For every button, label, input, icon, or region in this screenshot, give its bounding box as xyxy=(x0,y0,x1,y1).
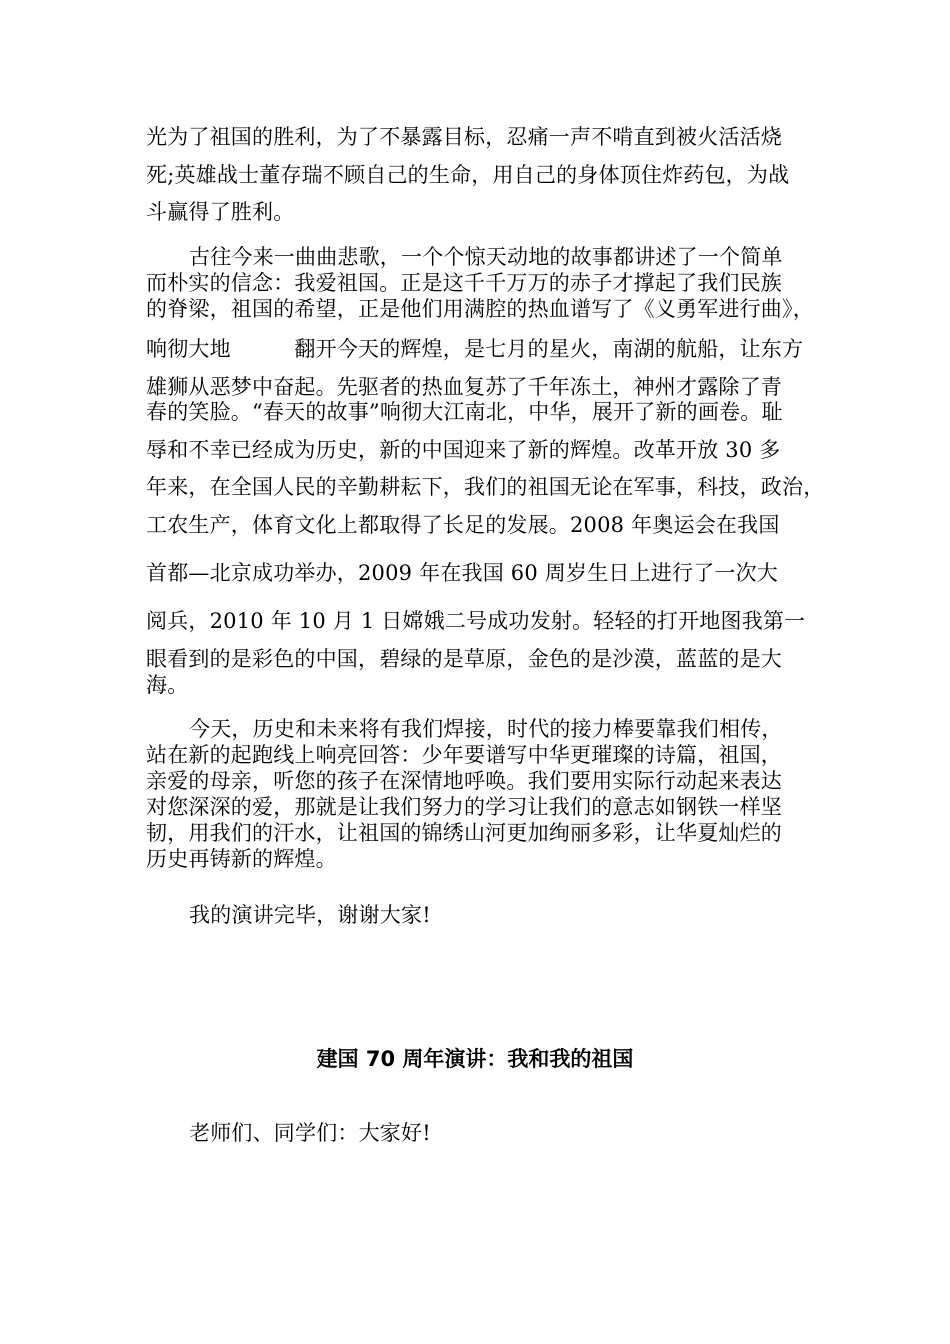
section-title: 建国 70 周年演讲：我和我的祖国 xyxy=(316,1047,634,1071)
paragraph-line: 辱和不幸已经成为历史，新的中国迎来了新的辉煌。改革开放 30 多 xyxy=(146,438,781,462)
paragraph-line: 的脊梁，祖国的希望，正是他们用满腔的热血谱写了《义勇军进行曲》， xyxy=(146,297,814,321)
paragraph-line: 而朴实的信念：我爱祖国。正是这千千万万的赤子才撑起了我们民族 xyxy=(146,271,782,295)
paragraph-line: 韧，用我们的汗水，让祖国的锦绣山河更加绚丽多彩，让华夏灿烂的 xyxy=(146,821,782,845)
greeting-line: 老师们、同学们：大家好! xyxy=(189,1121,431,1145)
closing-line: 我的演讲完毕，谢谢大家! xyxy=(189,903,431,927)
paragraph-line: 眼看到的是彩色的中国，碧绿的是草原，金色的是沙漠，蓝蓝的是大 xyxy=(146,647,782,671)
paragraph-line: 年来，在全国人民的辛勤耕耘下，我们的祖国无论在军事，科技，政治， xyxy=(146,475,825,499)
paragraph-line: 斗赢得了胜利。 xyxy=(146,200,295,224)
paragraph-line: 光为了祖国的胜利，为了不暴露目标，忍痛一声不啃直到被火活活烧 xyxy=(146,125,782,149)
paragraph-line: 春的笑脸。“春天的故事”响彻大江南北，中华，展开了新的画卷。耻 xyxy=(146,400,783,424)
paragraph-line: 响彻大地 翻开今天的辉煌，是七月的星火，南湖的航船，让东方 xyxy=(146,337,804,361)
paragraph-line: 今天，历史和未来将有我们焊接，时代的接力棒要靠我们相传， xyxy=(189,717,783,741)
paragraph-line: 对您深深的爱，那就是让我们努力的学习让我们的意志如钢铁一样坚 xyxy=(146,795,782,819)
paragraph-line: 历史再铸新的辉煌。 xyxy=(146,847,337,871)
paragraph-line: 死;英雄战士董存瑞不顾自己的生命，用自己的身体顶住炸药包，为战 xyxy=(146,163,790,187)
paragraph-line: 站在新的起跑线上响亮回答：少年要谱写中华更璀璨的诗篇，祖国， xyxy=(146,743,782,767)
paragraph-line: 首都—北京成功举办，2009 年在我国 60 周岁生日上进行了一次大 xyxy=(146,561,778,585)
paragraph-line: 海。 xyxy=(146,673,189,697)
paragraph-line: 雄狮从恶梦中奋起。先驱者的热血复苏了千年冻土，神州才露除了青 xyxy=(146,375,782,399)
paragraph-line: 亲爱的母亲，听您的孩子在深情地呼唤。我们要用实际行动起来表达 xyxy=(146,769,782,793)
paragraph-line: 阅兵，2010 年 10 月 1 日嫦娥二号成功发射。轻轻的打开地图我第一 xyxy=(146,609,806,633)
paragraph-line: 古往今来一曲曲悲歌，一个个惊天动地的故事都讲述了一个简单 xyxy=(189,245,783,269)
paragraph-line: 工农生产，体育文化上都取得了长足的发展。2008 年奥运会在我国 xyxy=(146,513,780,537)
